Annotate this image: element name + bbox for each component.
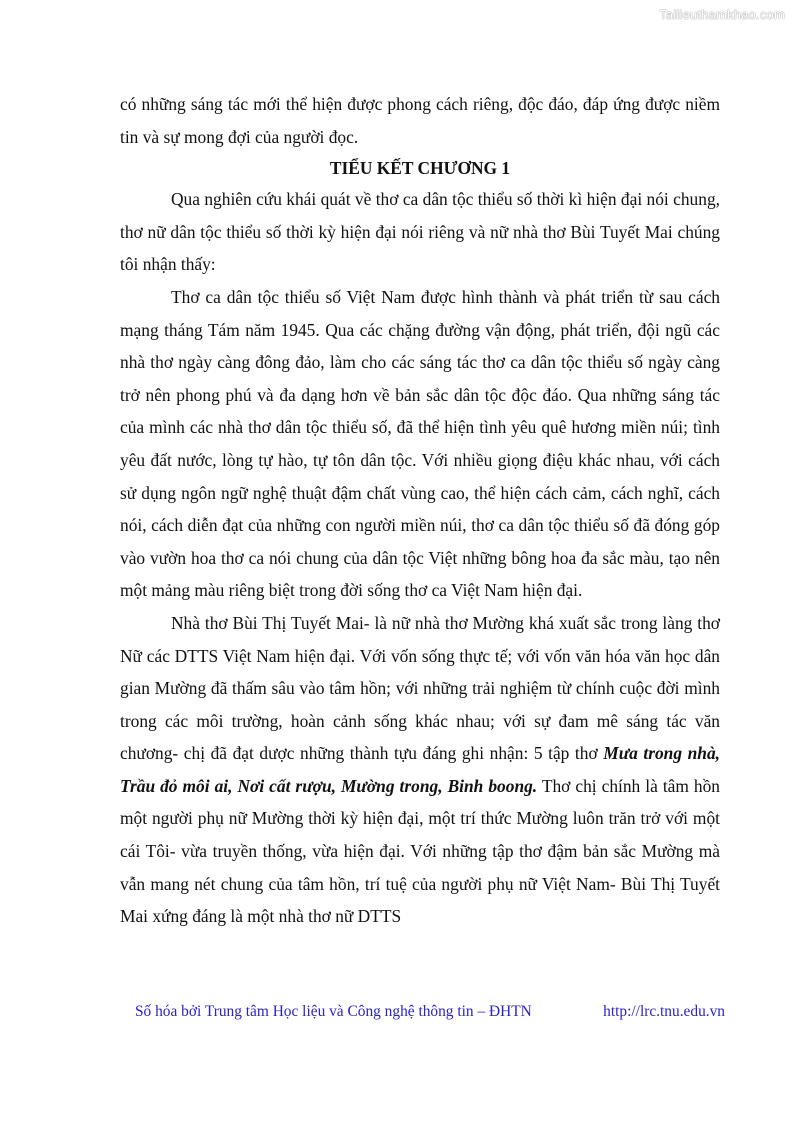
paragraph-2: Thơ ca dân tộc thiểu số Việt Nam được hình thành và phát triển từ sau cách mạng tháng Tám năm 1945. Qua các chặng đường vận động, phát triển, đội ngũ các nhà thơ ngày càng đông đảo, làm cho các sáng tác thơ ca dân tộc thiểu số ngày càng trở nên phong phú và đa dạng hơn về bản sắc dân tộc độc đáo. Qua những sáng tác của mình các nhà thơ dân tộc thiểu số, đã thể hiện tình yêu quê hương miền núi; tình yêu đất nước, lòng tự hào, tự tôn dân tộc. Với nhiều giọng điệu khác nhau, với cách sử dụng ngôn ngữ nghệ thuật đậm chất vùng cao, thể hiện cách cảm, cách nghĩ, cách nói, cách diễn đạt của những con người miền núi, thơ ca dân tộc thiểu số đã đóng góp vào vườn hoa thơ ca nói chung của dân tộc Việt những bông hoa đa sắc màu, tạo nên một mảng màu riêng biệt trong đời sống thơ ca Việt Nam hiện đại. bbox=[120, 286, 720, 601]
continuation-paragraph: có những sáng tác mới thể hiện được phong cách riêng, độc đáo, đáp ứng được niềm tin và sự mong đợi của người đọc. bbox=[120, 94, 720, 147]
paragraph-1: Qua nghiên cứu khái quát về thơ ca dân tộc thiểu số thời kì hiện đại nói chung, thơ nữ dân tộc thiểu số thời kỳ hiện đại nói riêng và nữ nhà thơ Bùi Tuyết Mai chúng tôi nhận thấy: bbox=[120, 189, 720, 275]
paragraph-3 bbox=[120, 607, 720, 933]
section-heading: TIỂU KẾT CHƯƠNG 1 bbox=[329, 158, 511, 179]
page-footer bbox=[135, 1003, 725, 1021]
paragraph-3-text-a: Nhà thơ Bùi Thị Tuyết Mai- là nữ nhà thơ Mường khá xuất sắc trong làng thơ Nữ các DTTS Việt Nam hiện đại. Với vốn sống thực tế; với vốn văn hóa văn học dân gian Mường đã thấm sâu vào tâm hồn; với những trải nghiệm từ chính cuộc đời mình trong các môi trường, hoàn cảnh sống khác nhau; với sự đam mê sáng tác văn chương- chị đã đạt dược những thành tựu đáng ghi nhận: 5 tập thơ bbox=[120, 612, 720, 764]
document-body bbox=[120, 88, 720, 933]
footer-url[interactable]: http://lrc.tnu.edu.vn bbox=[603, 1003, 725, 1020]
poetry-collection-titles: Mưa trong nhà, Trầu đỏ môi ai, Nơi cất rượu, Mường trong, Binh boong. bbox=[120, 743, 720, 796]
paragraph-3-text-b: Thơ chị chính là tâm hồn một người phụ nữ Mường thời kỳ hiện đại, một trí thức Mường luôn trăn trở với một cái Tôi- vừa truyền thống, vừa hiện đại. Với những tập thơ đậm bản sắc Mường mà vẫn mang nét chung của tâm hồn, trí tuệ của người phụ nữ Việt Nam- Bùi Thị Tuyết Mai xứng đáng là một nhà thơ nữ DTTS bbox=[120, 775, 720, 927]
footer-source: Số hóa bởi Trung tâm Học liệu và Công nghệ thông tin – ĐHTN bbox=[135, 1003, 532, 1020]
watermark: Tailieuthamkhao.com bbox=[659, 7, 785, 22]
